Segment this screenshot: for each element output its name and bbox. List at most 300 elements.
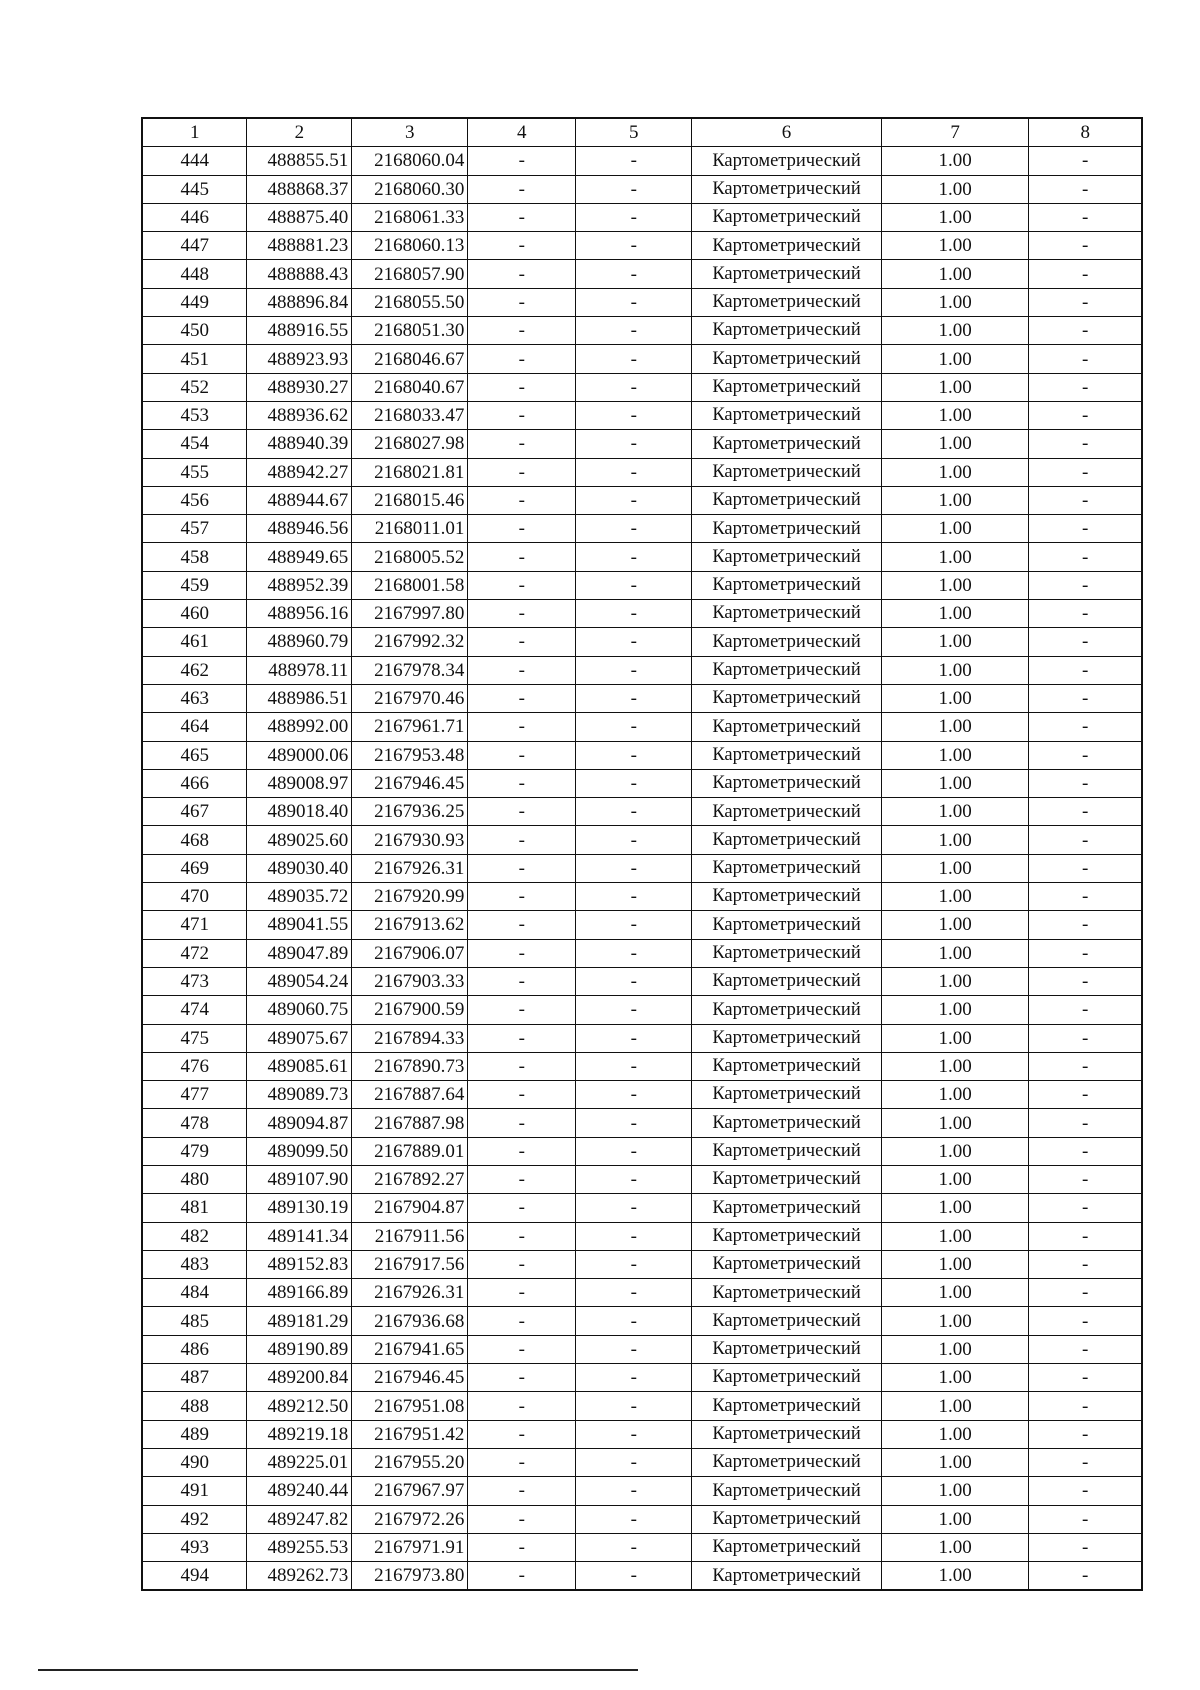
y-coordinate-cell: 2167900.59 bbox=[352, 996, 468, 1024]
column-4-cell: - bbox=[468, 1562, 576, 1591]
method-cell: Картометрический bbox=[692, 232, 881, 260]
column-4-cell: - bbox=[468, 967, 576, 995]
method-cell: Картометрический bbox=[692, 1279, 881, 1307]
x-coordinate-cell: 489054.24 bbox=[247, 967, 352, 995]
column-4-cell: - bbox=[468, 1477, 576, 1505]
x-coordinate-cell: 489018.40 bbox=[247, 798, 352, 826]
column-4-cell: - bbox=[468, 175, 576, 203]
y-coordinate-cell: 2167992.32 bbox=[352, 628, 468, 656]
table-row bbox=[142, 1279, 1142, 1307]
column-5-cell: - bbox=[576, 317, 692, 345]
column-8-cell: - bbox=[1029, 854, 1142, 882]
column-5-cell: - bbox=[576, 600, 692, 628]
y-coordinate-cell: 2167920.99 bbox=[352, 883, 468, 911]
x-coordinate-cell: 489219.18 bbox=[247, 1420, 352, 1448]
column-5-cell: - bbox=[576, 1392, 692, 1420]
column-4-cell: - bbox=[468, 1137, 576, 1165]
accuracy-cell: 1.00 bbox=[881, 628, 1029, 656]
y-coordinate-cell: 2167911.56 bbox=[352, 1222, 468, 1250]
method-cell: Картометрический bbox=[692, 713, 881, 741]
method-cell: Картометрический bbox=[692, 515, 881, 543]
accuracy-cell: 1.00 bbox=[881, 1364, 1029, 1392]
point-number-cell: 456 bbox=[142, 486, 247, 514]
column-4-cell: - bbox=[468, 1024, 576, 1052]
method-cell: Картометрический bbox=[692, 260, 881, 288]
column-4-cell: - bbox=[468, 147, 576, 175]
column-4-cell: - bbox=[468, 1109, 576, 1137]
column-header: 8 bbox=[1029, 118, 1142, 147]
x-coordinate-cell: 488930.27 bbox=[247, 373, 352, 401]
method-cell: Картометрический bbox=[692, 147, 881, 175]
point-number-cell: 492 bbox=[142, 1505, 247, 1533]
x-coordinate-cell: 488940.39 bbox=[247, 430, 352, 458]
column-8-cell: - bbox=[1029, 571, 1142, 599]
y-coordinate-cell: 2167936.25 bbox=[352, 798, 468, 826]
table-row bbox=[142, 1222, 1142, 1250]
x-coordinate-cell: 489107.90 bbox=[247, 1165, 352, 1193]
column-4-cell: - bbox=[468, 1420, 576, 1448]
y-coordinate-cell: 2168055.50 bbox=[352, 288, 468, 316]
point-number-cell: 469 bbox=[142, 854, 247, 882]
accuracy-cell: 1.00 bbox=[881, 1562, 1029, 1591]
column-5-cell: - bbox=[576, 571, 692, 599]
accuracy-cell: 1.00 bbox=[881, 769, 1029, 797]
x-coordinate-cell: 489008.97 bbox=[247, 769, 352, 797]
column-5-cell: - bbox=[576, 1250, 692, 1278]
column-8-cell: - bbox=[1029, 798, 1142, 826]
table-row bbox=[142, 401, 1142, 429]
y-coordinate-cell: 2167971.91 bbox=[352, 1533, 468, 1561]
method-cell: Картометрический bbox=[692, 1052, 881, 1080]
column-4-cell: - bbox=[468, 769, 576, 797]
table-row bbox=[142, 939, 1142, 967]
column-8-cell: - bbox=[1029, 1250, 1142, 1278]
point-number-cell: 481 bbox=[142, 1194, 247, 1222]
method-cell: Картометрический bbox=[692, 1024, 881, 1052]
column-4-cell: - bbox=[468, 1081, 576, 1109]
table-row bbox=[142, 1307, 1142, 1335]
y-coordinate-cell: 2167961.71 bbox=[352, 713, 468, 741]
accuracy-cell: 1.00 bbox=[881, 1081, 1029, 1109]
column-8-cell: - bbox=[1029, 1194, 1142, 1222]
table-row bbox=[142, 996, 1142, 1024]
method-cell: Картометрический bbox=[692, 1137, 881, 1165]
method-cell: Картометрический bbox=[692, 1420, 881, 1448]
column-5-cell: - bbox=[576, 684, 692, 712]
column-5-cell: - bbox=[576, 826, 692, 854]
y-coordinate-cell: 2168046.67 bbox=[352, 345, 468, 373]
accuracy-cell: 1.00 bbox=[881, 571, 1029, 599]
x-coordinate-cell: 489089.73 bbox=[247, 1081, 352, 1109]
accuracy-cell: 1.00 bbox=[881, 345, 1029, 373]
column-5-cell: - bbox=[576, 288, 692, 316]
column-4-cell: - bbox=[468, 883, 576, 911]
column-5-cell: - bbox=[576, 1052, 692, 1080]
column-8-cell: - bbox=[1029, 1505, 1142, 1533]
point-number-cell: 475 bbox=[142, 1024, 247, 1052]
column-8-cell: - bbox=[1029, 1024, 1142, 1052]
table-row bbox=[142, 628, 1142, 656]
column-4-cell: - bbox=[468, 713, 576, 741]
point-number-cell: 478 bbox=[142, 1109, 247, 1137]
column-8-cell: - bbox=[1029, 996, 1142, 1024]
column-5-cell: - bbox=[576, 1194, 692, 1222]
table-row bbox=[142, 1335, 1142, 1363]
y-coordinate-cell: 2167889.01 bbox=[352, 1137, 468, 1165]
column-8-cell: - bbox=[1029, 1364, 1142, 1392]
column-4-cell: - bbox=[468, 345, 576, 373]
y-coordinate-cell: 2167887.64 bbox=[352, 1081, 468, 1109]
column-5-cell: - bbox=[576, 401, 692, 429]
accuracy-cell: 1.00 bbox=[881, 1109, 1029, 1137]
table-row bbox=[142, 1364, 1142, 1392]
x-coordinate-cell: 488916.55 bbox=[247, 317, 352, 345]
y-coordinate-cell: 2167887.98 bbox=[352, 1109, 468, 1137]
x-coordinate-cell: 488952.39 bbox=[247, 571, 352, 599]
accuracy-cell: 1.00 bbox=[881, 600, 1029, 628]
point-number-cell: 467 bbox=[142, 798, 247, 826]
column-header: 4 bbox=[468, 118, 576, 147]
column-8-cell: - bbox=[1029, 1081, 1142, 1109]
method-cell: Картометрический bbox=[692, 486, 881, 514]
accuracy-cell: 1.00 bbox=[881, 883, 1029, 911]
column-5-cell: - bbox=[576, 1364, 692, 1392]
column-8-cell: - bbox=[1029, 1165, 1142, 1193]
table-row bbox=[142, 713, 1142, 741]
column-8-cell: - bbox=[1029, 486, 1142, 514]
method-cell: Картометрический bbox=[692, 317, 881, 345]
accuracy-cell: 1.00 bbox=[881, 1137, 1029, 1165]
y-coordinate-cell: 2167917.56 bbox=[352, 1250, 468, 1278]
y-coordinate-cell: 2167926.31 bbox=[352, 854, 468, 882]
method-cell: Картометрический bbox=[692, 1477, 881, 1505]
method-cell: Картометрический bbox=[692, 684, 881, 712]
y-coordinate-cell: 2168057.90 bbox=[352, 260, 468, 288]
accuracy-cell: 1.00 bbox=[881, 1307, 1029, 1335]
column-8-cell: - bbox=[1029, 1222, 1142, 1250]
accuracy-cell: 1.00 bbox=[881, 713, 1029, 741]
method-cell: Картометрический bbox=[692, 1307, 881, 1335]
table-row bbox=[142, 1109, 1142, 1137]
column-5-cell: - bbox=[576, 1562, 692, 1591]
column-8-cell: - bbox=[1029, 939, 1142, 967]
column-4-cell: - bbox=[468, 430, 576, 458]
column-8-cell: - bbox=[1029, 373, 1142, 401]
column-8-cell: - bbox=[1029, 883, 1142, 911]
table-row bbox=[142, 147, 1142, 175]
x-coordinate-cell: 489141.34 bbox=[247, 1222, 352, 1250]
point-number-cell: 446 bbox=[142, 203, 247, 231]
accuracy-cell: 1.00 bbox=[881, 486, 1029, 514]
column-5-cell: - bbox=[576, 854, 692, 882]
x-coordinate-cell: 489075.67 bbox=[247, 1024, 352, 1052]
method-cell: Картометрический bbox=[692, 826, 881, 854]
accuracy-cell: 1.00 bbox=[881, 1024, 1029, 1052]
column-4-cell: - bbox=[468, 1222, 576, 1250]
column-4-cell: - bbox=[468, 486, 576, 514]
method-cell: Картометрический bbox=[692, 628, 881, 656]
column-5-cell: - bbox=[576, 1222, 692, 1250]
y-coordinate-cell: 2167930.93 bbox=[352, 826, 468, 854]
method-cell: Картометрический bbox=[692, 1364, 881, 1392]
method-cell: Картометрический bbox=[692, 798, 881, 826]
point-number-cell: 460 bbox=[142, 600, 247, 628]
x-coordinate-cell: 489047.89 bbox=[247, 939, 352, 967]
table-row bbox=[142, 1052, 1142, 1080]
column-8-cell: - bbox=[1029, 600, 1142, 628]
column-4-cell: - bbox=[468, 1165, 576, 1193]
method-cell: Картометрический bbox=[692, 967, 881, 995]
column-4-cell: - bbox=[468, 571, 576, 599]
column-8-cell: - bbox=[1029, 1448, 1142, 1476]
table-row bbox=[142, 345, 1142, 373]
point-number-cell: 445 bbox=[142, 175, 247, 203]
table-row bbox=[142, 1392, 1142, 1420]
point-number-cell: 483 bbox=[142, 1250, 247, 1278]
column-8-cell: - bbox=[1029, 911, 1142, 939]
column-5-cell: - bbox=[576, 1307, 692, 1335]
y-coordinate-cell: 2168021.81 bbox=[352, 458, 468, 486]
x-coordinate-cell: 489240.44 bbox=[247, 1477, 352, 1505]
x-coordinate-cell: 489225.01 bbox=[247, 1448, 352, 1476]
table-row bbox=[142, 203, 1142, 231]
y-coordinate-cell: 2167904.87 bbox=[352, 1194, 468, 1222]
column-4-cell: - bbox=[468, 1505, 576, 1533]
table-row bbox=[142, 317, 1142, 345]
method-cell: Картометрический bbox=[692, 741, 881, 769]
x-coordinate-cell: 488960.79 bbox=[247, 628, 352, 656]
table-row bbox=[142, 458, 1142, 486]
column-4-cell: - bbox=[468, 1052, 576, 1080]
x-coordinate-cell: 488923.93 bbox=[247, 345, 352, 373]
point-number-cell: 466 bbox=[142, 769, 247, 797]
column-5-cell: - bbox=[576, 1477, 692, 1505]
x-coordinate-cell: 488896.84 bbox=[247, 288, 352, 316]
method-cell: Картометрический bbox=[692, 203, 881, 231]
x-coordinate-cell: 489094.87 bbox=[247, 1109, 352, 1137]
method-cell: Картометрический bbox=[692, 373, 881, 401]
y-coordinate-cell: 2168011.01 bbox=[352, 515, 468, 543]
point-number-cell: 489 bbox=[142, 1420, 247, 1448]
table-row bbox=[142, 1533, 1142, 1561]
point-number-cell: 468 bbox=[142, 826, 247, 854]
point-number-cell: 479 bbox=[142, 1137, 247, 1165]
point-number-cell: 457 bbox=[142, 515, 247, 543]
point-number-cell: 454 bbox=[142, 430, 247, 458]
table-row bbox=[142, 600, 1142, 628]
column-header: 2 bbox=[247, 118, 352, 147]
point-number-cell: 462 bbox=[142, 656, 247, 684]
accuracy-cell: 1.00 bbox=[881, 288, 1029, 316]
column-4-cell: - bbox=[468, 373, 576, 401]
column-4-cell: - bbox=[468, 203, 576, 231]
table-row bbox=[142, 486, 1142, 514]
column-4-cell: - bbox=[468, 1250, 576, 1278]
point-number-cell: 487 bbox=[142, 1364, 247, 1392]
method-cell: Картометрический bbox=[692, 1250, 881, 1278]
table-row bbox=[142, 260, 1142, 288]
point-number-cell: 486 bbox=[142, 1335, 247, 1363]
column-4-cell: - bbox=[468, 911, 576, 939]
table-row bbox=[142, 1420, 1142, 1448]
accuracy-cell: 1.00 bbox=[881, 1448, 1029, 1476]
table-row bbox=[142, 883, 1142, 911]
y-coordinate-cell: 2167978.34 bbox=[352, 656, 468, 684]
column-8-cell: - bbox=[1029, 1335, 1142, 1363]
column-5-cell: - bbox=[576, 486, 692, 514]
method-cell: Картометрический bbox=[692, 571, 881, 599]
column-4-cell: - bbox=[468, 939, 576, 967]
y-coordinate-cell: 2168060.13 bbox=[352, 232, 468, 260]
table-header-row bbox=[142, 118, 1142, 147]
column-8-cell: - bbox=[1029, 741, 1142, 769]
y-coordinate-cell: 2167951.42 bbox=[352, 1420, 468, 1448]
y-coordinate-cell: 2167972.26 bbox=[352, 1505, 468, 1533]
x-coordinate-cell: 488936.62 bbox=[247, 401, 352, 429]
method-cell: Картометрический bbox=[692, 1335, 881, 1363]
accuracy-cell: 1.00 bbox=[881, 1335, 1029, 1363]
table-row bbox=[142, 854, 1142, 882]
column-4-cell: - bbox=[468, 656, 576, 684]
column-4-cell: - bbox=[468, 260, 576, 288]
table-row bbox=[142, 1448, 1142, 1476]
point-number-cell: 494 bbox=[142, 1562, 247, 1591]
method-cell: Картометрический bbox=[692, 883, 881, 911]
column-4-cell: - bbox=[468, 996, 576, 1024]
y-coordinate-cell: 2168040.67 bbox=[352, 373, 468, 401]
x-coordinate-cell: 488875.40 bbox=[247, 203, 352, 231]
column-4-cell: - bbox=[468, 288, 576, 316]
column-5-cell: - bbox=[576, 260, 692, 288]
table-row bbox=[142, 1081, 1142, 1109]
accuracy-cell: 1.00 bbox=[881, 175, 1029, 203]
accuracy-cell: 1.00 bbox=[881, 996, 1029, 1024]
column-5-cell: - bbox=[576, 147, 692, 175]
method-cell: Картометрический bbox=[692, 1194, 881, 1222]
column-4-cell: - bbox=[468, 798, 576, 826]
y-coordinate-cell: 2167941.65 bbox=[352, 1335, 468, 1363]
column-5-cell: - bbox=[576, 769, 692, 797]
point-number-cell: 452 bbox=[142, 373, 247, 401]
method-cell: Картометрический bbox=[692, 911, 881, 939]
column-8-cell: - bbox=[1029, 826, 1142, 854]
point-number-cell: 444 bbox=[142, 147, 247, 175]
method-cell: Картометрический bbox=[692, 1562, 881, 1591]
table-row bbox=[142, 430, 1142, 458]
method-cell: Картометрический bbox=[692, 1109, 881, 1137]
accuracy-cell: 1.00 bbox=[881, 1477, 1029, 1505]
accuracy-cell: 1.00 bbox=[881, 232, 1029, 260]
x-coordinate-cell: 488946.56 bbox=[247, 515, 352, 543]
point-number-cell: 488 bbox=[142, 1392, 247, 1420]
column-5-cell: - bbox=[576, 515, 692, 543]
accuracy-cell: 1.00 bbox=[881, 543, 1029, 571]
table-row bbox=[142, 288, 1142, 316]
point-number-cell: 476 bbox=[142, 1052, 247, 1080]
y-coordinate-cell: 2168015.46 bbox=[352, 486, 468, 514]
method-cell: Картометрический bbox=[692, 345, 881, 373]
table-row bbox=[142, 175, 1142, 203]
y-coordinate-cell: 2167953.48 bbox=[352, 741, 468, 769]
method-cell: Картометрический bbox=[692, 996, 881, 1024]
method-cell: Картометрический bbox=[692, 458, 881, 486]
x-coordinate-cell: 489255.53 bbox=[247, 1533, 352, 1561]
column-8-cell: - bbox=[1029, 1137, 1142, 1165]
column-4-cell: - bbox=[468, 317, 576, 345]
table-row bbox=[142, 911, 1142, 939]
method-cell: Картометрический bbox=[692, 600, 881, 628]
column-8-cell: - bbox=[1029, 288, 1142, 316]
table-row bbox=[142, 656, 1142, 684]
column-4-cell: - bbox=[468, 458, 576, 486]
column-8-cell: - bbox=[1029, 430, 1142, 458]
column-8-cell: - bbox=[1029, 401, 1142, 429]
column-8-cell: - bbox=[1029, 1420, 1142, 1448]
y-coordinate-cell: 2167973.80 bbox=[352, 1562, 468, 1591]
accuracy-cell: 1.00 bbox=[881, 317, 1029, 345]
y-coordinate-cell: 2167936.68 bbox=[352, 1307, 468, 1335]
method-cell: Картометрический bbox=[692, 1392, 881, 1420]
x-coordinate-cell: 488881.23 bbox=[247, 232, 352, 260]
table-row bbox=[142, 373, 1142, 401]
column-4-cell: - bbox=[468, 826, 576, 854]
y-coordinate-cell: 2168051.30 bbox=[352, 317, 468, 345]
x-coordinate-cell: 488992.00 bbox=[247, 713, 352, 741]
y-coordinate-cell: 2167997.80 bbox=[352, 600, 468, 628]
column-8-cell: - bbox=[1029, 1052, 1142, 1080]
x-coordinate-cell: 489035.72 bbox=[247, 883, 352, 911]
column-4-cell: - bbox=[468, 232, 576, 260]
column-5-cell: - bbox=[576, 996, 692, 1024]
x-coordinate-cell: 489025.60 bbox=[247, 826, 352, 854]
x-coordinate-cell: 488888.43 bbox=[247, 260, 352, 288]
y-coordinate-cell: 2168061.33 bbox=[352, 203, 468, 231]
method-cell: Картометрический bbox=[692, 1448, 881, 1476]
column-8-cell: - bbox=[1029, 203, 1142, 231]
column-5-cell: - bbox=[576, 1335, 692, 1363]
accuracy-cell: 1.00 bbox=[881, 203, 1029, 231]
point-number-cell: 465 bbox=[142, 741, 247, 769]
table-row bbox=[142, 826, 1142, 854]
method-cell: Картометрический bbox=[692, 854, 881, 882]
x-coordinate-cell: 488978.11 bbox=[247, 656, 352, 684]
accuracy-cell: 1.00 bbox=[881, 826, 1029, 854]
column-8-cell: - bbox=[1029, 1562, 1142, 1591]
column-8-cell: - bbox=[1029, 1477, 1142, 1505]
column-5-cell: - bbox=[576, 1448, 692, 1476]
column-4-cell: - bbox=[468, 684, 576, 712]
accuracy-cell: 1.00 bbox=[881, 911, 1029, 939]
column-8-cell: - bbox=[1029, 967, 1142, 995]
y-coordinate-cell: 2167894.33 bbox=[352, 1024, 468, 1052]
table-row bbox=[142, 769, 1142, 797]
column-5-cell: - bbox=[576, 1533, 692, 1561]
point-number-cell: 470 bbox=[142, 883, 247, 911]
column-5-cell: - bbox=[576, 458, 692, 486]
x-coordinate-cell: 489181.29 bbox=[247, 1307, 352, 1335]
table-body bbox=[142, 147, 1142, 1591]
point-number-cell: 453 bbox=[142, 401, 247, 429]
x-coordinate-cell: 489262.73 bbox=[247, 1562, 352, 1591]
accuracy-cell: 1.00 bbox=[881, 1533, 1029, 1561]
column-5-cell: - bbox=[576, 543, 692, 571]
column-header: 7 bbox=[881, 118, 1029, 147]
accuracy-cell: 1.00 bbox=[881, 1222, 1029, 1250]
column-5-cell: - bbox=[576, 656, 692, 684]
method-cell: Картометрический bbox=[692, 939, 881, 967]
column-5-cell: - bbox=[576, 175, 692, 203]
y-coordinate-cell: 2168060.30 bbox=[352, 175, 468, 203]
